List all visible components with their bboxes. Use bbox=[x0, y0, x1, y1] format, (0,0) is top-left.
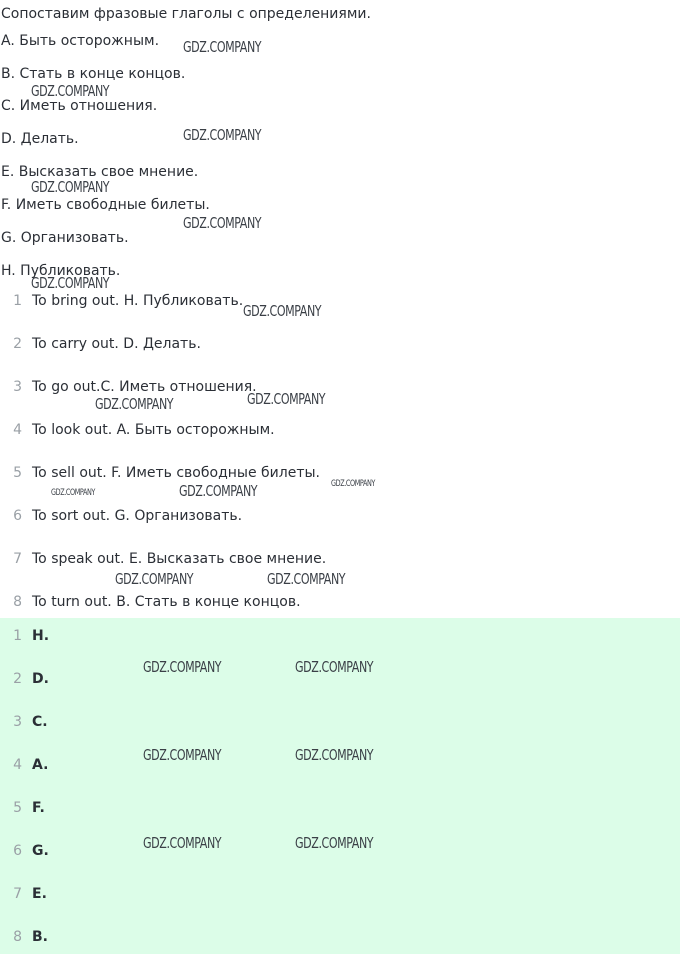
watermark: GDZ.COMPANY bbox=[143, 834, 222, 852]
watermark: GDZ.COMPANY bbox=[179, 482, 258, 500]
watermark: GDZ.COMPANY bbox=[267, 570, 346, 588]
watermark: GDZ.COMPANY bbox=[183, 214, 262, 232]
item-text: To look out. A. Быть осторожным. bbox=[32, 422, 275, 438]
option-f: F. Иметь свободные билеты. bbox=[1, 197, 210, 213]
option-d: D. Делать. bbox=[1, 131, 79, 147]
item-text: To go out.C. Иметь отношения. bbox=[32, 379, 257, 395]
watermark: GDZ.COMPANY bbox=[295, 658, 374, 676]
item-number: 2 bbox=[13, 336, 22, 352]
answer-number: 6 bbox=[13, 843, 22, 859]
watermark: GDZ.COMPANY bbox=[243, 302, 322, 320]
watermark: GDZ.COMPANY bbox=[143, 658, 222, 676]
item-text: To speak out. E. Высказать свое мнение. bbox=[32, 551, 327, 567]
watermark: GDZ.COMPANY bbox=[31, 274, 110, 292]
answer-letter: F. bbox=[32, 800, 45, 816]
item-text: To sell out. F. Иметь свободные билеты. bbox=[32, 465, 320, 481]
watermark: GDZ.COMPANY bbox=[183, 38, 262, 56]
answer-letter: A. bbox=[32, 757, 49, 773]
watermark: GDZ.COMPANY bbox=[115, 570, 194, 588]
item-number: 6 bbox=[13, 508, 22, 524]
answer-letter: H. bbox=[32, 628, 50, 644]
answer-number: 3 bbox=[13, 714, 22, 730]
answer-letter: C. bbox=[32, 714, 48, 730]
watermark: GDZ.COMPANY bbox=[183, 126, 262, 144]
item-text: To sort out. G. Организовать. bbox=[32, 508, 243, 524]
answer-number: 2 bbox=[13, 671, 22, 687]
item-number: 3 bbox=[13, 379, 22, 395]
option-a: A. Быть осторожным. bbox=[1, 33, 160, 49]
watermark: GDZ.COMPANY bbox=[143, 746, 222, 764]
answer-number: 4 bbox=[13, 757, 22, 773]
answer-letter: D. bbox=[32, 671, 49, 687]
item-number: 4 bbox=[13, 422, 22, 438]
option-b: B. Стать в конце концов. bbox=[1, 66, 186, 82]
answer-number: 1 bbox=[13, 628, 22, 644]
item-text: To turn out. B. Стать в конце концов. bbox=[32, 594, 301, 610]
answer-letter: B. bbox=[32, 929, 48, 945]
item-number: 5 bbox=[13, 465, 22, 481]
watermark: GDZ.COMPANY bbox=[31, 82, 110, 100]
watermark: GDZ.COMPANY bbox=[331, 479, 375, 489]
watermark: GDZ.COMPANY bbox=[95, 395, 174, 413]
item-text: To carry out. D. Делать. bbox=[32, 336, 201, 352]
answer-number: 5 bbox=[13, 800, 22, 816]
item-number: 1 bbox=[13, 293, 22, 309]
watermark: GDZ.COMPANY bbox=[51, 488, 95, 498]
answer-letter: G. bbox=[32, 843, 49, 859]
answer-letter: E. bbox=[32, 886, 47, 902]
answer-number: 7 bbox=[13, 886, 22, 902]
answer-number: 8 bbox=[13, 929, 22, 945]
watermark: GDZ.COMPANY bbox=[31, 178, 110, 196]
option-e: E. Высказать свое мнение. bbox=[1, 164, 199, 180]
task-title: Сопоставим фразовые глаголы с определениями. bbox=[1, 6, 371, 22]
option-c: C. Иметь отношения. bbox=[1, 98, 158, 114]
item-text: To bring out. H. Публиковать. bbox=[32, 293, 244, 309]
option-g: G. Организовать. bbox=[1, 230, 129, 246]
watermark: GDZ.COMPANY bbox=[295, 746, 374, 764]
option-h: H. Публиковать. bbox=[1, 263, 121, 279]
item-number: 8 bbox=[13, 594, 22, 610]
item-number: 7 bbox=[13, 551, 22, 567]
watermark: GDZ.COMPANY bbox=[295, 834, 374, 852]
watermark: GDZ.COMPANY bbox=[247, 390, 326, 408]
